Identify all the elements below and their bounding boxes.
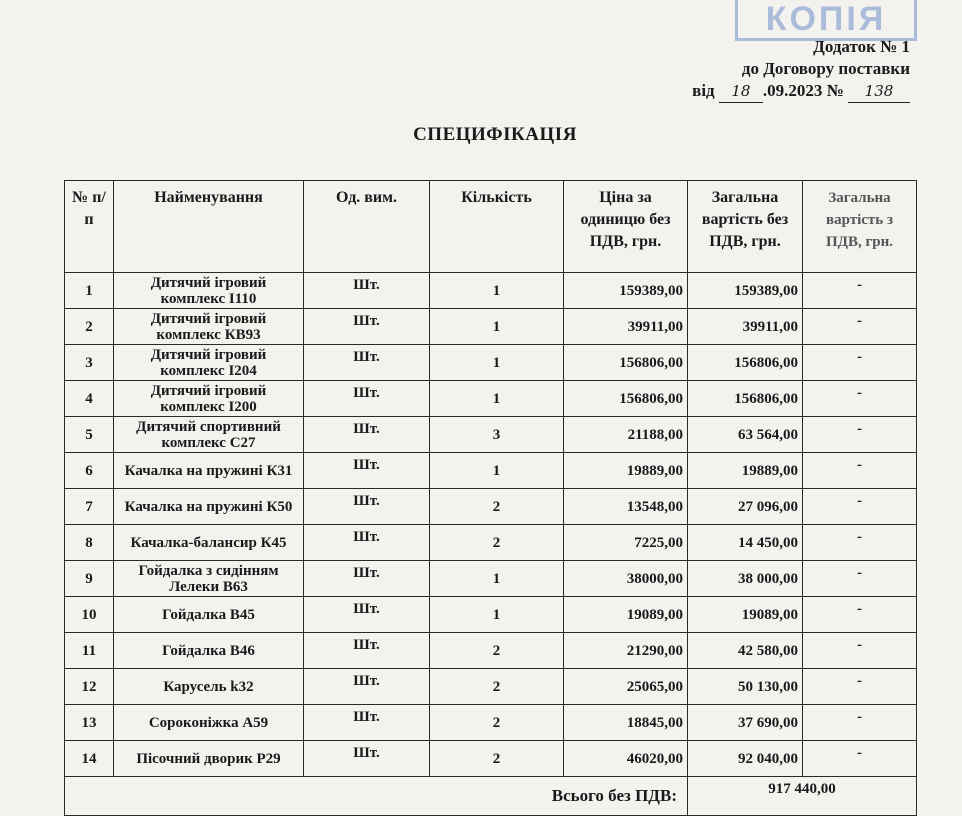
item-quantity: 1	[430, 309, 564, 345]
row-number: 14	[65, 741, 114, 777]
row-number: 7	[65, 489, 114, 525]
item-quantity: 1	[430, 381, 564, 417]
header-name: Найменування	[114, 181, 304, 273]
item-total-vat: -	[803, 525, 917, 561]
total-row	[65, 777, 917, 816]
item-unit-price: 156806,00	[564, 381, 688, 417]
item-name: Дитячий ігровий комплекс І110	[114, 273, 304, 309]
item-total: 19089,00	[688, 597, 803, 633]
item-total-vat: -	[803, 453, 917, 489]
item-unit-price: 7225,00	[564, 525, 688, 561]
table-row	[65, 705, 917, 741]
item-total-vat: -	[803, 633, 917, 669]
item-total: 156806,00	[688, 345, 803, 381]
table-row	[65, 561, 917, 597]
item-name: Дитячий ігровий комплекс І200	[114, 381, 304, 417]
item-unit: Шт.	[304, 489, 430, 525]
item-name: Качалка на пружині К31	[114, 453, 304, 489]
table-header-row	[65, 181, 917, 273]
total-label: Всього без ПДВ:	[65, 777, 688, 816]
item-name: Качалка-балансир К45	[114, 525, 304, 561]
table-row	[65, 417, 917, 453]
table-row	[65, 453, 917, 489]
item-total-vat: -	[803, 741, 917, 777]
item-total: 27 096,00	[688, 489, 803, 525]
item-total-vat: -	[803, 597, 917, 633]
item-unit: Шт.	[304, 417, 430, 453]
item-unit: Шт.	[304, 597, 430, 633]
item-total: 50 130,00	[688, 669, 803, 705]
item-total: 42 580,00	[688, 633, 803, 669]
item-unit-price: 38000,00	[564, 561, 688, 597]
item-total-vat: -	[803, 489, 917, 525]
table-row	[65, 525, 917, 561]
item-unit-price: 46020,00	[564, 741, 688, 777]
row-number: 5	[65, 417, 114, 453]
row-number: 10	[65, 597, 114, 633]
item-unit-price: 21290,00	[564, 633, 688, 669]
item-name: Качалка на пружині К50	[114, 489, 304, 525]
header-price: Ціна за одиницю без ПДВ, грн.	[564, 181, 688, 273]
table-row	[65, 597, 917, 633]
item-quantity: 1	[430, 561, 564, 597]
item-unit-price: 19089,00	[564, 597, 688, 633]
item-name: Гойдалка В46	[114, 633, 304, 669]
date-prefix: від	[692, 81, 715, 100]
item-total: 37 690,00	[688, 705, 803, 741]
row-number: 13	[65, 705, 114, 741]
item-unit: Шт.	[304, 345, 430, 381]
item-total: 63 564,00	[688, 417, 803, 453]
item-unit: Шт.	[304, 633, 430, 669]
item-name: Гойдалка з сидінням Лелеки В63	[114, 561, 304, 597]
item-unit: Шт.	[304, 741, 430, 777]
item-unit: Шт.	[304, 453, 430, 489]
item-unit: Шт.	[304, 669, 430, 705]
item-total-vat: -	[803, 309, 917, 345]
addendum-title: Додаток № 1	[813, 37, 910, 56]
row-number: 8	[65, 525, 114, 561]
row-number: 12	[65, 669, 114, 705]
item-name: Сороконіжка А59	[114, 705, 304, 741]
item-unit: Шт.	[304, 381, 430, 417]
header-qty: Кількість	[430, 181, 564, 273]
item-total-vat: -	[803, 561, 917, 597]
item-quantity: 2	[430, 705, 564, 741]
item-name: Дитячий ігровий комплекс КВ93	[114, 309, 304, 345]
date-rest: .09.2023 №	[762, 81, 844, 100]
header-sum-vat: Загальна вартість з ПДВ, грн.	[803, 181, 917, 273]
item-quantity: 1	[430, 597, 564, 633]
item-unit-price: 39911,00	[564, 309, 688, 345]
item-unit-price: 21188,00	[564, 417, 688, 453]
row-number: 4	[65, 381, 114, 417]
item-unit: Шт.	[304, 525, 430, 561]
item-total-vat: -	[803, 273, 917, 309]
item-quantity: 2	[430, 633, 564, 669]
document-title: СПЕЦИФІКАЦІЯ	[413, 124, 577, 145]
header-sum: Загальна вартість без ПДВ, грн.	[688, 181, 803, 273]
item-total-vat: -	[803, 381, 917, 417]
contract-reference: до Договору поставки	[741, 59, 910, 78]
item-quantity: 2	[430, 489, 564, 525]
item-name: Гойдалка В45	[114, 597, 304, 633]
item-unit-price: 13548,00	[564, 489, 688, 525]
item-total-vat: -	[803, 345, 917, 381]
item-total: 159389,00	[688, 273, 803, 309]
item-total: 156806,00	[688, 381, 803, 417]
table-row	[65, 741, 917, 777]
item-total: 38 000,00	[688, 561, 803, 597]
table-row	[65, 309, 917, 345]
addendum-header	[692, 36, 910, 103]
item-quantity: 2	[430, 525, 564, 561]
item-quantity: 2	[430, 669, 564, 705]
header-unit: Од. вим.	[304, 181, 430, 273]
row-number: 9	[65, 561, 114, 597]
item-name: Пісочний дворик Р29	[114, 741, 304, 777]
item-unit: Шт.	[304, 309, 430, 345]
item-total-vat: -	[803, 669, 917, 705]
table-row	[65, 381, 917, 417]
item-quantity: 1	[430, 273, 564, 309]
item-unit-price: 25065,00	[564, 669, 688, 705]
item-name: Дитячий спортивний комплекс С27	[114, 417, 304, 453]
header-num: № п/п	[65, 181, 114, 273]
handwritten-number: 138	[848, 80, 910, 103]
item-unit: Шт.	[304, 561, 430, 597]
table-row	[65, 669, 917, 705]
item-quantity: 3	[430, 417, 564, 453]
item-quantity: 2	[430, 741, 564, 777]
row-number: 1	[65, 273, 114, 309]
row-number: 3	[65, 345, 114, 381]
item-quantity: 1	[430, 345, 564, 381]
row-number: 2	[65, 309, 114, 345]
item-total-vat: -	[803, 705, 917, 741]
item-total: 39911,00	[688, 309, 803, 345]
item-quantity: 1	[430, 453, 564, 489]
item-unit: Шт.	[304, 273, 430, 309]
item-unit-price: 156806,00	[564, 345, 688, 381]
item-name: Карусель k32	[114, 669, 304, 705]
item-unit: Шт.	[304, 705, 430, 741]
handwritten-day: 18	[719, 80, 763, 103]
item-total: 92 040,00	[688, 741, 803, 777]
item-unit-price: 159389,00	[564, 273, 688, 309]
item-total: 14 450,00	[688, 525, 803, 561]
row-number: 6	[65, 453, 114, 489]
total-value: 917 440,00	[688, 777, 917, 816]
table-row	[65, 489, 917, 525]
item-total: 19889,00	[688, 453, 803, 489]
contract-date-line	[692, 80, 910, 103]
item-total-vat: -	[803, 417, 917, 453]
table-row	[65, 273, 917, 309]
item-name: Дитячий ігровий комплекс І204	[114, 345, 304, 381]
copy-stamp: КОПІЯ	[735, 0, 917, 41]
row-number: 11	[65, 633, 114, 669]
table-row	[65, 633, 917, 669]
specification-table	[64, 180, 917, 816]
item-unit-price: 19889,00	[564, 453, 688, 489]
item-unit-price: 18845,00	[564, 705, 688, 741]
table-row	[65, 345, 917, 381]
